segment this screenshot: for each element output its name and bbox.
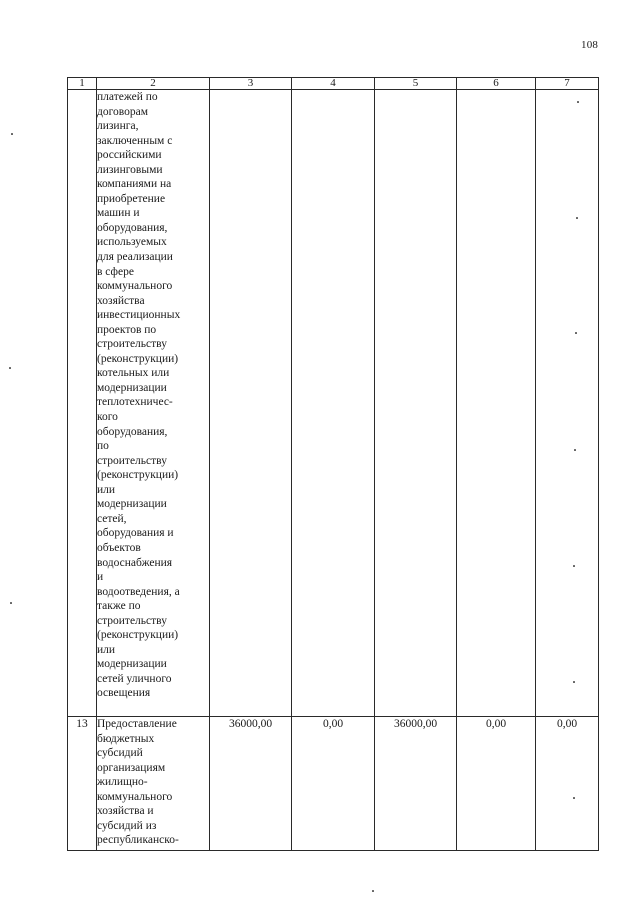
- page-number: 108: [581, 39, 599, 51]
- row-description-cell: Предоставление бюджетных субсидий организациям жилищно- коммунального хозяйства и субсидий из республиканско-: [97, 717, 210, 851]
- value-cell-col4: 0,00: [292, 717, 375, 851]
- value-cell-col7: 0,00: [536, 717, 599, 851]
- header-cell-6: 6: [457, 78, 536, 90]
- scan-speck: [9, 367, 11, 369]
- header-cell-1: 1: [68, 78, 97, 90]
- scan-speck: [573, 681, 575, 683]
- scan-speck: [573, 797, 575, 799]
- value-cell-col3: [210, 90, 292, 717]
- scan-speck: [11, 133, 13, 135]
- value-cell-col3: 36000,00: [210, 717, 292, 851]
- value-cell-col7: [536, 90, 599, 717]
- scan-speck: [577, 101, 579, 103]
- header-cell-5: 5: [375, 78, 457, 90]
- value-cell-col6: [457, 90, 536, 717]
- row-index-cell: [68, 90, 97, 717]
- table-row-13: [68, 717, 599, 851]
- scan-speck: [575, 332, 577, 334]
- value-cell-col5: [375, 90, 457, 717]
- scan-speck: [372, 890, 374, 892]
- header-cell-3: 3: [210, 78, 292, 90]
- table-header-row: [68, 78, 599, 90]
- row-index-cell: 13: [68, 717, 97, 851]
- scan-speck: [574, 449, 576, 451]
- header-cell-2: 2: [97, 78, 210, 90]
- header-cell-7: 7: [536, 78, 599, 90]
- scan-speck: [576, 217, 578, 219]
- scan-speck: [573, 565, 575, 567]
- value-cell-col4: [292, 90, 375, 717]
- budget-table: [67, 77, 599, 851]
- scan-speck: [10, 602, 12, 604]
- header-cell-4: 4: [292, 78, 375, 90]
- table-row-continuation: [68, 90, 599, 717]
- row-description-cell: платежей по договорам лизинга, заключенным с российскими лизинговыми компаниями на приобретение машин и оборудования, используемых для реализации в сфере коммунального хозяйства инвестиционных проектов по строительству (реконструкции) котельных или модернизации теплотехничес- кого оборудования, по строительству (реконструкции) или модернизации сетей, оборудования и объектов водоснабжения и водоотведения, а также по строительству (реконструкции) или модернизации сетей уличного освещения: [97, 90, 210, 717]
- value-cell-col5: 36000,00: [375, 717, 457, 851]
- value-cell-col6: 0,00: [457, 717, 536, 851]
